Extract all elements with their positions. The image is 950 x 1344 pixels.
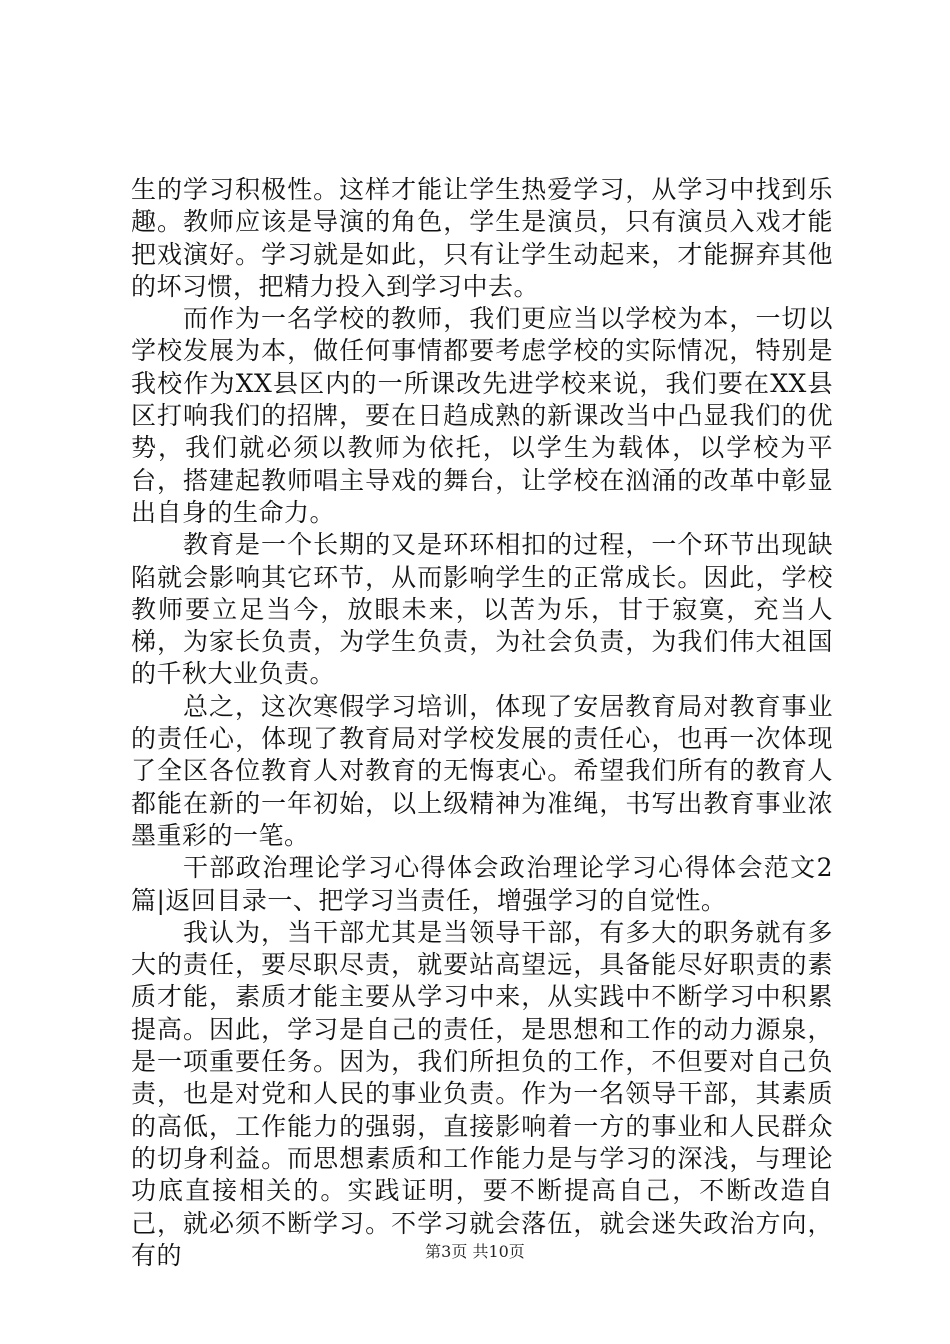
paragraph-summary: 总之，这次寒假学习培训，体现了安居教育局对教育事业的责任心，体现了教育局对学校发展的责任心，也再一次体现了全区各位教育人对教育的无悔衷心。希望我们所有的教育人都能在新的一年初始，以上级精神为准绳，书写出教育事业浓墨重彩的一笔。 xyxy=(131,691,833,850)
page-number-footer: 第3页 共10页 xyxy=(425,1242,525,1261)
paragraph-cadre-learning: 我认为，当干部尤其是当领导干部，有多大的职务就有多大的责任，要尽职尽责，就要站高望远，具备能尽好职责的素质才能，素质才能主要从学习中来，从实践中不断学习中积累提高。因此，学习是自己的责任，是思想和工作的动力源泉，是一项重要任务。因为，我们所担负的工作，不但要对自己负责，也是对党和人民的事业负责。作为一名领导干部，其素质的高低，工作能力的强弱，直接影响着一方的事业和人民群众的切身利益。而思想素质和工作能力是与学习的深浅，与理论功底直接相关的。实践证明，要不断提高自己，不断改造自己，就必须不断学习。不学习就会落伍，就会迷失政治方向，有的 xyxy=(131,917,833,1270)
document-body xyxy=(131,174,833,1272)
paragraph-education-process: 教育是一个长期的又是环环相扣的过程，一个环节出现缺陷就会影响其它环节，从而影响学生的正常成长。因此，学校教师要立足当今，放眼未来，以苦为乐，甘于寂寞，充当人梯，为家长负责，为学生负责，为社会负责，为我们伟大祖国的千秋大业负责。 xyxy=(131,530,833,689)
paragraph-continuation: 生的学习积极性。这样才能让学生热爱学习，从学习中找到乐趣。教师应该是导演的角色，学生是演员，只有演员入戏才能把戏演好。学习就是如此，只有让学生动起来，才能摒弃其他的坏习惯，把精力投入到学习中去。 xyxy=(131,175,833,301)
paragraph-section-heading: 干部政治理论学习心得体会政治理论学习心得体会范文2篇|返回目录一、把学习当责任，增强学习的自觉性。 xyxy=(131,853,833,915)
paragraph-school-teacher: 而作为一名学校的教师，我们更应当以学校为本，一切以学校发展为本，做任何事情都要考虑学校的实际情况，特别是我校作为XX县区内的一所课改先进学校来说，我们要在XX县区打响我们的招牌，要在日趋成熟的新课改当中凸显我们的优势，我们就必须以教师为依托，以学生为载体，以学校为平台，搭建起教师唱主导戏的舞台，让学校在汹涌的改革中彰显出自身的生命力。 xyxy=(131,304,833,527)
